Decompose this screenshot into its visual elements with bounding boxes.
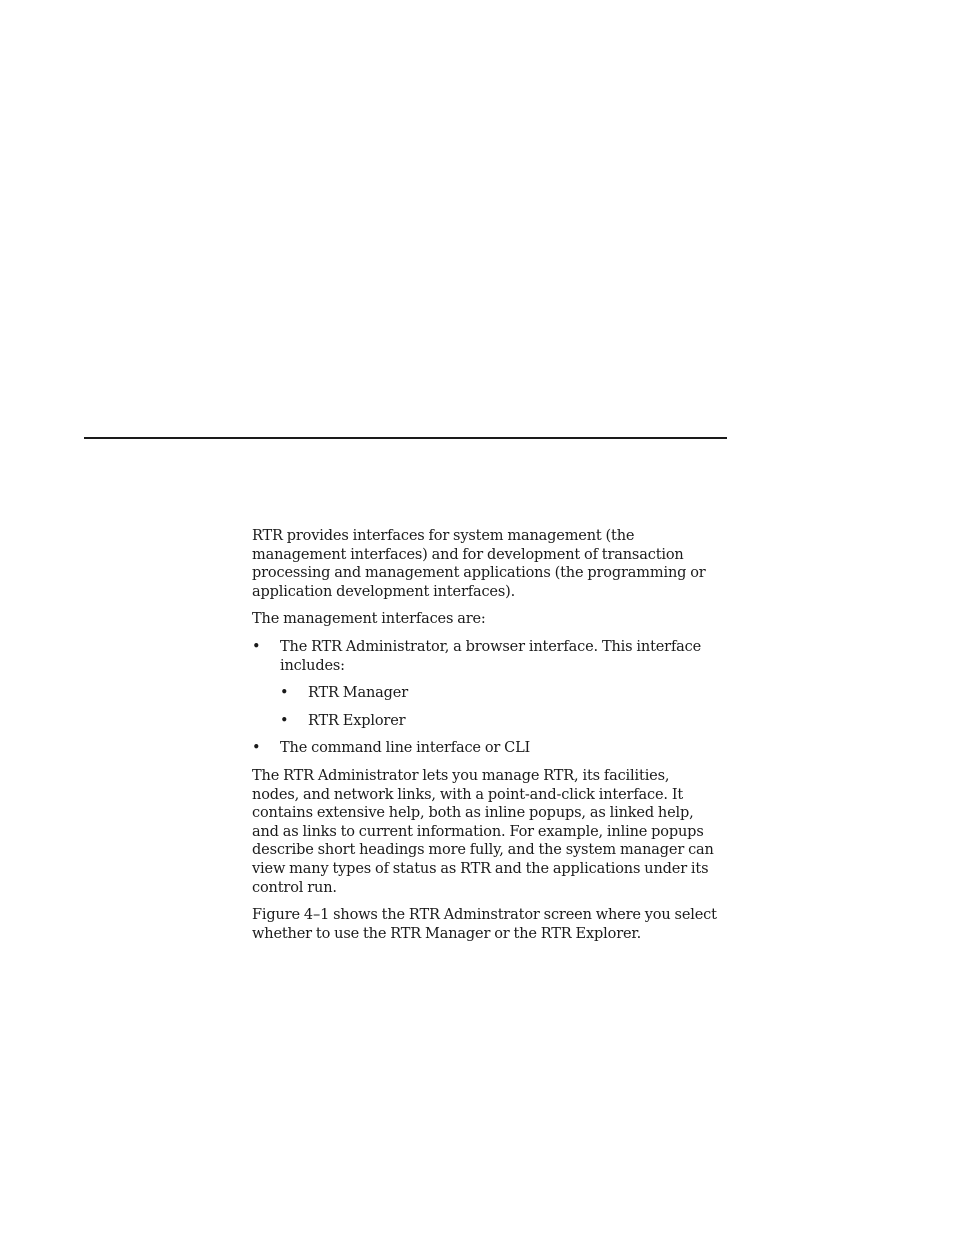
text-line: view many types of status as RTR and the applications under its — [252, 860, 709, 877]
text-line: contains extensive help, both as inline popups, as linked help, — [252, 805, 694, 822]
list-item — [280, 684, 742, 703]
management-interfaces-list — [252, 638, 742, 758]
list-item — [252, 739, 742, 758]
text-line: nodes, and network links, with a point-and-click interface. It — [252, 786, 684, 803]
list-item — [280, 712, 742, 731]
text-line: processing and management applications (the programming or — [252, 565, 706, 582]
text-line: includes: — [280, 657, 345, 674]
bullet-icon: • — [252, 638, 261, 655]
administrator-paragraph — [252, 767, 742, 897]
text-line: application development interfaces). — [252, 583, 516, 600]
text-line: and as links to current information. For example, inline popups — [252, 823, 704, 840]
sub-item-rtr-explorer: RTR Explorer — [308, 712, 406, 729]
text-line: control run. — [252, 879, 337, 896]
list-item — [252, 638, 742, 730]
text-line: Figure 4–1 shows the RTR Adminstrator screen where you select — [252, 907, 717, 924]
text-line: The RTR Administrator, a browser interface. This interface — [280, 638, 702, 655]
sub-item-rtr-manager: RTR Manager — [308, 685, 408, 702]
bullet-icon: • — [280, 685, 289, 702]
intro-paragraph — [252, 527, 742, 601]
text-line: describe short headings more fully, and the system manager can — [252, 842, 714, 859]
bullet-icon: • — [280, 712, 289, 729]
text-line: The RTR Administrator lets you manage RTR, its facilities, — [252, 767, 670, 784]
text-line: whether to use the RTR Manager or the RTR Explorer. — [252, 925, 642, 942]
sub-list — [280, 684, 742, 730]
text-line: RTR provides interfaces for system management (the — [252, 528, 635, 544]
list-item-cli: The command line interface or CLI — [280, 740, 531, 757]
body-text — [252, 527, 742, 952]
management-interfaces-intro: The management interfaces are: — [252, 611, 486, 628]
text-line: management interfaces) and for development of transaction — [252, 546, 684, 563]
figure-reference-paragraph — [252, 906, 742, 943]
horizontal-rule — [84, 437, 727, 439]
bullet-icon: • — [252, 740, 261, 757]
